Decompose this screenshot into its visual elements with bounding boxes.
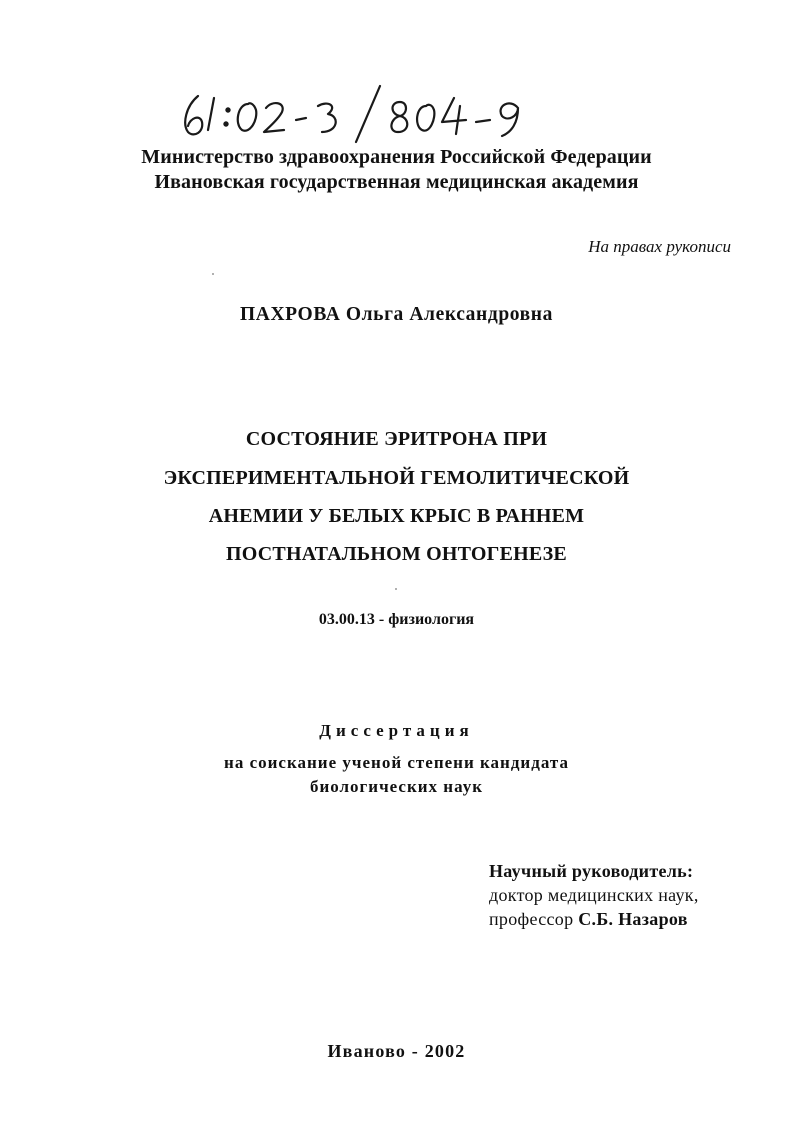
ministry-name: Министерство здравоохранения Российской Федерации bbox=[141, 146, 652, 168]
manuscript-rights-note: На правах рукописи bbox=[588, 237, 731, 256]
supervisor-title-line bbox=[489, 909, 688, 930]
supervisor-heading: Научный руководитель: bbox=[489, 861, 694, 881]
specialty-code: 03.00.13 - физиология bbox=[318, 611, 475, 628]
supervisor-name: С.Б. Назаров bbox=[578, 909, 688, 929]
degree-line: на соискание ученой степени кандидата bbox=[224, 753, 569, 772]
author-name: ПАХРОВА Ольга Александровна bbox=[240, 304, 553, 325]
title-line: ПОСТНАТАЛЬНОМ ОНТОГЕНЕЗЕ bbox=[226, 543, 567, 565]
title-line: СОСТОЯНИЕ ЭРИТРОНА ПРИ bbox=[245, 428, 548, 450]
academy-name: Ивановская государственная медицинская академия bbox=[154, 171, 639, 193]
supervisor-title: профессор bbox=[489, 909, 574, 929]
title-line: ЭКСПЕРИМЕНТАЛЬНОЙ ГЕМОЛИТИЧЕСКОЙ bbox=[163, 467, 630, 489]
scan-speck bbox=[395, 588, 397, 590]
supervisor-rank: доктор медицинских наук, bbox=[489, 885, 699, 905]
dissertation-label: Диссертация bbox=[319, 721, 474, 740]
title-line: АНЕМИИ У БЕЛЫХ КРЫС В РАННЕМ bbox=[208, 505, 585, 527]
scan-speck bbox=[212, 273, 214, 275]
handwritten-registration-code bbox=[178, 78, 538, 148]
city-year: Иваново - 2002 bbox=[327, 1041, 466, 1061]
degree-line: биологических наук bbox=[309, 777, 484, 796]
